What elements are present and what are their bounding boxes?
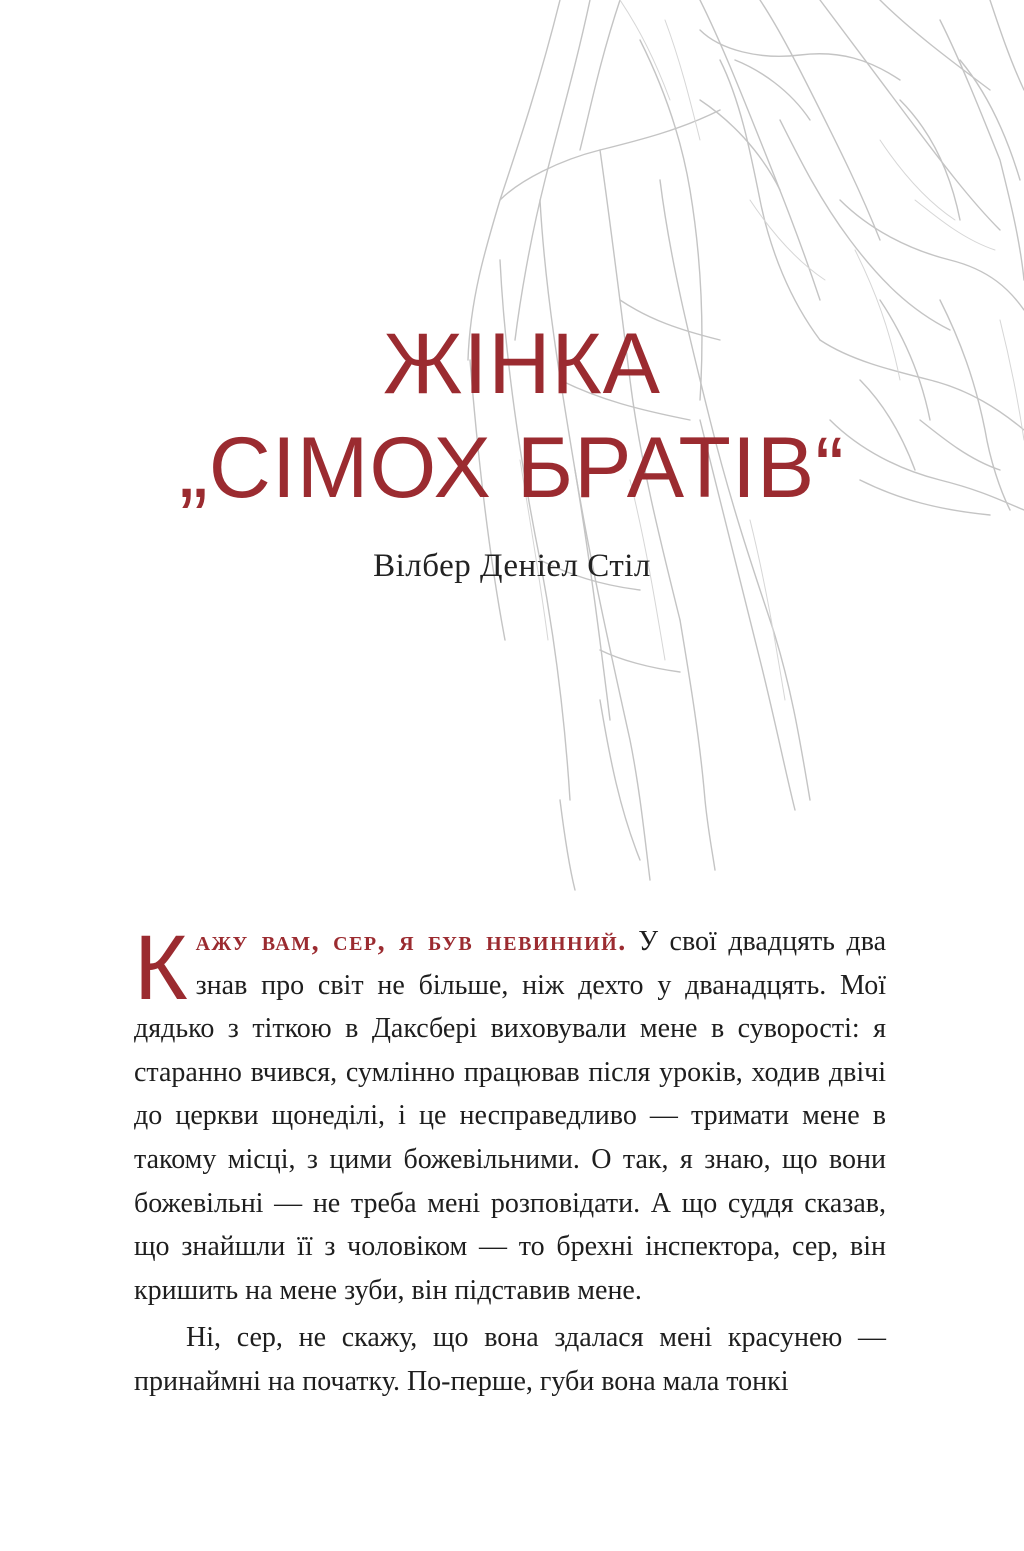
author-name: Вілбер Деніел Стіл: [373, 548, 651, 584]
drop-cap: К: [134, 917, 188, 1019]
paragraph-1-text: У свої двадцять два знав про світ не більше, ніж дехто у дванадцять. Мої дядько з тіткою в Даксбері виховували мене в суворості: я старанно вчився, сумлінно працював після уроків, ходив двічі до церкви щонеділі, і це несправедливо — тримати мене в такому місці, з цими божевільними. О так, я знаю, що вони божевільні — не треба мені розповідати. А що суддя сказав, що знайшли її з чоловіком — то брехні інспектора, сер, він кришить на мене зуби, він підставив мене.: [134, 926, 886, 1306]
story-text: [134, 917, 886, 1404]
paragraph-2: Ні, сер, не скажу, що вона здалася мені красунею — принаймні на початку. По-перше, губи вона мала тонкі: [134, 1322, 886, 1397]
chapter-title-line1: ЖІНКА: [383, 316, 661, 412]
paragraph-1: [134, 917, 886, 1312]
chapter-title-line2: „СІМОХ БРАТІВ“: [179, 420, 845, 516]
lead-in-text: ажу вам, сер, я був невинний.: [195, 926, 627, 957]
